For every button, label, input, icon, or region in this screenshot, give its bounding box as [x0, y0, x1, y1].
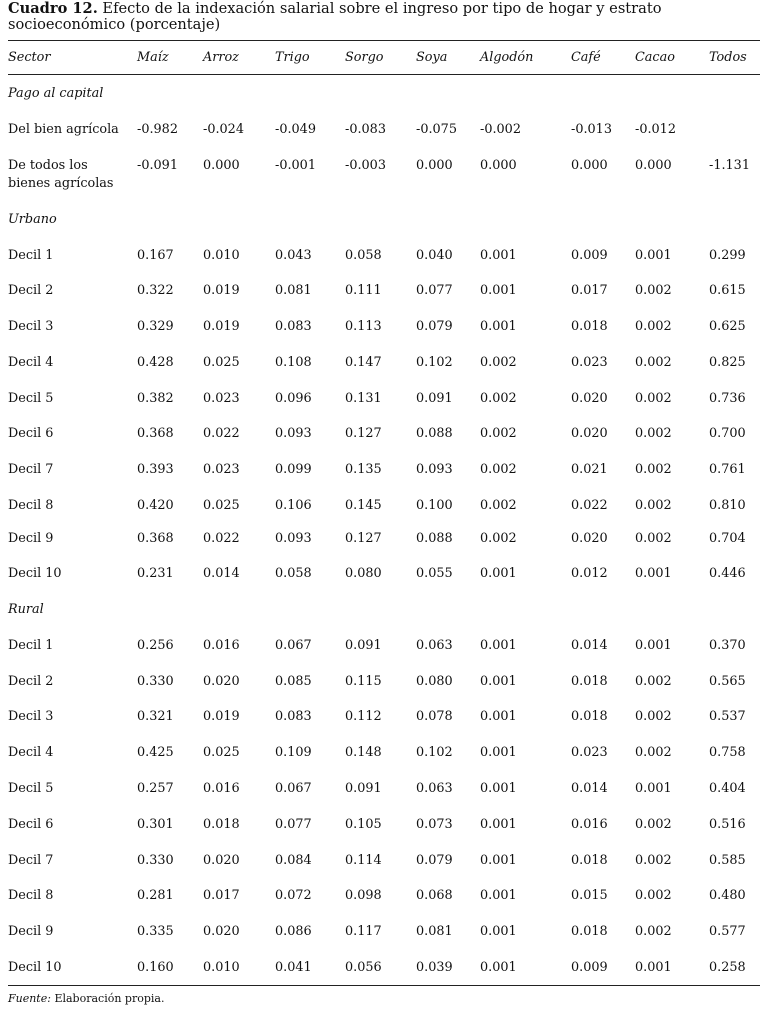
table-cell: 0.002	[480, 498, 517, 513]
table-cell: 0.002	[635, 745, 672, 760]
table-cell: 0.001	[480, 283, 517, 298]
table-cell: 0.073	[416, 817, 453, 832]
table-cell: 0.001	[480, 924, 517, 939]
row-label: Decil 8	[8, 888, 54, 903]
table-cell: 0.001	[480, 248, 517, 263]
table-cell: 0.335	[137, 924, 174, 939]
column-header: Todos	[709, 50, 747, 65]
table-cell: 0.023	[571, 745, 608, 760]
row-label: Decil 3	[8, 709, 54, 724]
table-cell: 0.016	[203, 638, 240, 653]
table-caption: Efecto de la indexación salarial sobre el ingreso por tipo de hogar y estrato socioeconómico (porcentaje)	[8, 0, 662, 33]
table-cell: 0.382	[137, 391, 174, 406]
table-cell: 0.019	[203, 319, 240, 334]
row-label: Decil 7	[8, 462, 54, 477]
table-cell: 0.083	[275, 709, 312, 724]
table-cell: 0.404	[709, 781, 746, 796]
table-cell: 0.023	[571, 355, 608, 370]
table-cell: 0.020	[203, 674, 240, 689]
table-cell: 0.105	[345, 817, 382, 832]
table-cell: 0.025	[203, 355, 240, 370]
table-cell: 0.058	[275, 566, 312, 581]
table-cell: 0.014	[571, 781, 608, 796]
table-cell: 0.109	[275, 745, 312, 760]
table-cell: 0.001	[480, 960, 517, 975]
table-cell: 0.329	[137, 319, 174, 334]
table-cell: 0.001	[480, 888, 517, 903]
table-cell: 0.098	[345, 888, 382, 903]
table-cell: 0.068	[416, 888, 453, 903]
table-cell: 0.761	[709, 462, 746, 477]
table-cell: 0.086	[275, 924, 312, 939]
table-cell: 0.736	[709, 391, 746, 406]
table-cell: 0.091	[345, 781, 382, 796]
table-cell: 0.025	[203, 745, 240, 760]
table-cell: 0.017	[571, 283, 608, 298]
table-cell: 0.145	[345, 498, 382, 513]
table-cell: 0.002	[480, 391, 517, 406]
table-cell: 0.000	[203, 158, 240, 173]
table-cell: 0.102	[416, 745, 453, 760]
footnote-text: Elaboración propia.	[50, 992, 165, 1005]
table-cell: 0.114	[345, 853, 382, 868]
table-cell: 0.088	[416, 531, 453, 546]
table-cell: 0.368	[137, 531, 174, 546]
table-cell: 0.370	[709, 638, 746, 653]
table-cell: 0.100	[416, 498, 453, 513]
table-cell: 0.000	[480, 158, 517, 173]
row-label: Decil 2	[8, 283, 54, 298]
table-cell: 0.127	[345, 531, 382, 546]
table-cell: 0.577	[709, 924, 746, 939]
table-cell: 0.009	[571, 960, 608, 975]
table-cell: 0.093	[416, 462, 453, 477]
column-header: Maíz	[137, 50, 169, 65]
table-cell: 0.002	[480, 426, 517, 441]
table-cell: 0.257	[137, 781, 174, 796]
table-cell: 0.301	[137, 817, 174, 832]
table-cell: -0.012	[635, 122, 676, 137]
table-cell: 0.112	[345, 709, 382, 724]
table-cell: 0.081	[275, 283, 312, 298]
table-cell: 0.002	[635, 391, 672, 406]
row-label-continued: bienes agrícolas	[8, 176, 114, 191]
row-label: Decil 4	[8, 745, 54, 760]
table-cell: 0.081	[416, 924, 453, 939]
table-cell: 0.700	[709, 426, 746, 441]
table-cell: 0.148	[345, 745, 382, 760]
table-cell: -0.075	[416, 122, 457, 137]
row-label: Decil 1	[8, 638, 54, 653]
table-cell: 0.093	[275, 426, 312, 441]
table-cell: 0.231	[137, 566, 174, 581]
table-title	[8, 1, 760, 33]
row-label: Decil 4	[8, 355, 54, 370]
table-cell: 0.077	[416, 283, 453, 298]
row-label: Decil 8	[8, 498, 54, 513]
row-label: Decil 2	[8, 674, 54, 689]
table-cell: 0.127	[345, 426, 382, 441]
row-label: Decil 9	[8, 924, 54, 939]
table-cell: 0.016	[571, 817, 608, 832]
table-cell: 0.167	[137, 248, 174, 263]
column-header: Sector	[8, 50, 51, 65]
table-cell: 0.002	[635, 674, 672, 689]
table-cell: 0.079	[416, 853, 453, 868]
table-cell: 0.067	[275, 781, 312, 796]
table-cell: 0.108	[275, 355, 312, 370]
table-cell: 0.012	[571, 566, 608, 581]
table-cell: 0.067	[275, 638, 312, 653]
table-cell: 0.022	[203, 531, 240, 546]
table-cell: 0.002	[635, 531, 672, 546]
table-cell: 0.058	[345, 248, 382, 263]
table-cell: 0.093	[275, 531, 312, 546]
table-cell: 0.002	[635, 817, 672, 832]
row-label: De todos los	[8, 158, 88, 173]
column-header: Trigo	[275, 50, 310, 65]
table-cell: 0.002	[635, 709, 672, 724]
table-cell: 0.021	[571, 462, 608, 477]
table-number: Cuadro 12.	[8, 0, 98, 17]
table-cell: 0.001	[480, 745, 517, 760]
table-cell: 0.147	[345, 355, 382, 370]
table-cell: -0.002	[480, 122, 521, 137]
table-cell: 0.160	[137, 960, 174, 975]
table-cell: 0.368	[137, 426, 174, 441]
table-cell: 0.014	[203, 566, 240, 581]
section-label: Rural	[8, 602, 44, 617]
table-cell: 0.041	[275, 960, 312, 975]
table-cell: 0.020	[571, 531, 608, 546]
table-cell: 0.018	[571, 924, 608, 939]
table-cell: 0.099	[275, 462, 312, 477]
table-cell: 0.039	[416, 960, 453, 975]
table-cell: 0.018	[571, 853, 608, 868]
table-cell: 0.115	[345, 674, 382, 689]
table-cell: 0.002	[635, 283, 672, 298]
table-cell: 0.001	[635, 960, 672, 975]
table-cell: 0.537	[709, 709, 746, 724]
row-label: Decil 10	[8, 960, 62, 975]
table-cell: 0.077	[275, 817, 312, 832]
table-cell: 0.010	[203, 960, 240, 975]
table-cell: 0.018	[571, 709, 608, 724]
row-label: Decil 5	[8, 391, 54, 406]
table-cell: 0.025	[203, 498, 240, 513]
table-cell: 0.000	[571, 158, 608, 173]
table-cell: 0.020	[571, 426, 608, 441]
table-cell: 0.001	[635, 566, 672, 581]
table-cell: 0.015	[571, 888, 608, 903]
section-label: Pago al capital	[8, 86, 104, 101]
table-cell: 0.810	[709, 498, 746, 513]
column-header: Algodón	[480, 50, 534, 65]
table-cell: 0.002	[635, 924, 672, 939]
table-cell: 0.001	[480, 319, 517, 334]
table-cell: 0.017	[203, 888, 240, 903]
bottom-rule	[8, 985, 760, 986]
table-cell: -0.001	[275, 158, 316, 173]
table-cell: 0.001	[480, 674, 517, 689]
table-cell: 0.001	[480, 709, 517, 724]
row-label: Decil 10	[8, 566, 62, 581]
table-cell: 0.016	[203, 781, 240, 796]
table-cell: 0.085	[275, 674, 312, 689]
table-cell: 0.072	[275, 888, 312, 903]
table-cell: 0.019	[203, 709, 240, 724]
table-cell: 0.001	[480, 781, 517, 796]
table-cell: 0.080	[416, 674, 453, 689]
table-cell: 0.516	[709, 817, 746, 832]
table-cell: -0.091	[137, 158, 178, 173]
table-cell: 0.020	[571, 391, 608, 406]
table-cell: 0.022	[571, 498, 608, 513]
table-cell: 0.056	[345, 960, 382, 975]
table-cell: 0.019	[203, 283, 240, 298]
column-header: Cacao	[635, 50, 675, 65]
table-cell: -0.982	[137, 122, 178, 137]
table-cell: 0.001	[635, 248, 672, 263]
table-cell: 0.258	[709, 960, 746, 975]
column-header: Arroz	[203, 50, 239, 65]
table-cell: 0.111	[345, 283, 382, 298]
table-cell: 0.063	[416, 638, 453, 653]
table-cell: -0.049	[275, 122, 316, 137]
table-cell: -0.024	[203, 122, 244, 137]
row-label: Decil 6	[8, 426, 54, 441]
table-cell: -0.003	[345, 158, 386, 173]
top-rule	[8, 40, 760, 41]
table-cell: 0.091	[416, 391, 453, 406]
table-cell: 0.585	[709, 853, 746, 868]
table-cell: 0.020	[203, 853, 240, 868]
table-cell: 0.330	[137, 853, 174, 868]
table-cell: 0.106	[275, 498, 312, 513]
table-cell: 0.002	[635, 462, 672, 477]
table-cell: 0.299	[709, 248, 746, 263]
table-cell: 0.256	[137, 638, 174, 653]
row-label: Decil 3	[8, 319, 54, 334]
table-cell: 0.002	[635, 853, 672, 868]
table-cell: 0.002	[635, 355, 672, 370]
table-cell: 0.040	[416, 248, 453, 263]
table-cell: 0.018	[571, 319, 608, 334]
table-cell: -0.083	[345, 122, 386, 137]
table-cell: 0.010	[203, 248, 240, 263]
row-label: Decil 6	[8, 817, 54, 832]
table-cell: 0.117	[345, 924, 382, 939]
footnote-label: Fuente:	[8, 992, 51, 1005]
table-cell: 0.002	[480, 355, 517, 370]
table-cell: 0.002	[480, 531, 517, 546]
table-cell: 0.002	[635, 319, 672, 334]
table-cell: 0.565	[709, 674, 746, 689]
table-cell: 0.131	[345, 391, 382, 406]
table-cell: 0.001	[480, 638, 517, 653]
row-label: Decil 5	[8, 781, 54, 796]
table-cell: 0.321	[137, 709, 174, 724]
table-cell: 0.014	[571, 638, 608, 653]
table-cell: 0.393	[137, 462, 174, 477]
table-cell: 0.281	[137, 888, 174, 903]
table-cell: 0.080	[345, 566, 382, 581]
table-cell: 0.446	[709, 566, 746, 581]
table-cell: 0.018	[571, 674, 608, 689]
table-cell: 0.020	[203, 924, 240, 939]
table-cell: 0.704	[709, 531, 746, 546]
table-cell: 0.615	[709, 283, 746, 298]
table-cell: 0.758	[709, 745, 746, 760]
table-cell: 0.022	[203, 426, 240, 441]
header-rule	[8, 74, 760, 75]
table-cell: 0.000	[635, 158, 672, 173]
table-cell: 0.001	[480, 817, 517, 832]
table-cell: 0.083	[275, 319, 312, 334]
table-cell: 0.825	[709, 355, 746, 370]
table-cell: 0.079	[416, 319, 453, 334]
table-cell: 0.084	[275, 853, 312, 868]
table-cell: 0.135	[345, 462, 382, 477]
table-cell: 0.480	[709, 888, 746, 903]
table-cell: 0.023	[203, 462, 240, 477]
row-label: Decil 9	[8, 531, 54, 546]
table-cell: 0.322	[137, 283, 174, 298]
column-header: Sorgo	[345, 50, 384, 65]
table-cell: 0.420	[137, 498, 174, 513]
table-cell: 0.078	[416, 709, 453, 724]
column-header: Café	[571, 50, 601, 65]
table-cell: 0.001	[480, 853, 517, 868]
table-cell: 0.063	[416, 781, 453, 796]
table-cell: 0.055	[416, 566, 453, 581]
footnote	[8, 992, 164, 1005]
table-cell: 0.002	[635, 426, 672, 441]
table-cell: 0.096	[275, 391, 312, 406]
table-cell: 0.001	[635, 781, 672, 796]
table-cell: -0.013	[571, 122, 612, 137]
table-cell: 0.102	[416, 355, 453, 370]
table-cell: 0.002	[635, 888, 672, 903]
table-cell: 0.009	[571, 248, 608, 263]
row-label: Del bien agrícola	[8, 122, 119, 137]
table-cell: 0.091	[345, 638, 382, 653]
table-cell: 0.425	[137, 745, 174, 760]
table-cell: 0.001	[635, 638, 672, 653]
row-label: Decil 7	[8, 853, 54, 868]
column-header: Soya	[416, 50, 448, 65]
table-cell: 0.018	[203, 817, 240, 832]
table-cell: 0.002	[635, 498, 672, 513]
table-cell: 0.023	[203, 391, 240, 406]
table-cell: 0.428	[137, 355, 174, 370]
table-cell: 0.625	[709, 319, 746, 334]
section-label: Urbano	[8, 212, 57, 227]
table-cell: 0.000	[416, 158, 453, 173]
table-cell: 0.113	[345, 319, 382, 334]
table-cell: 0.088	[416, 426, 453, 441]
table-cell: 0.001	[480, 566, 517, 581]
table-cell: 0.043	[275, 248, 312, 263]
table-cell: 0.002	[480, 462, 517, 477]
table-cell: -1.131	[709, 158, 750, 173]
row-label: Decil 1	[8, 248, 54, 263]
table-cell: 0.330	[137, 674, 174, 689]
